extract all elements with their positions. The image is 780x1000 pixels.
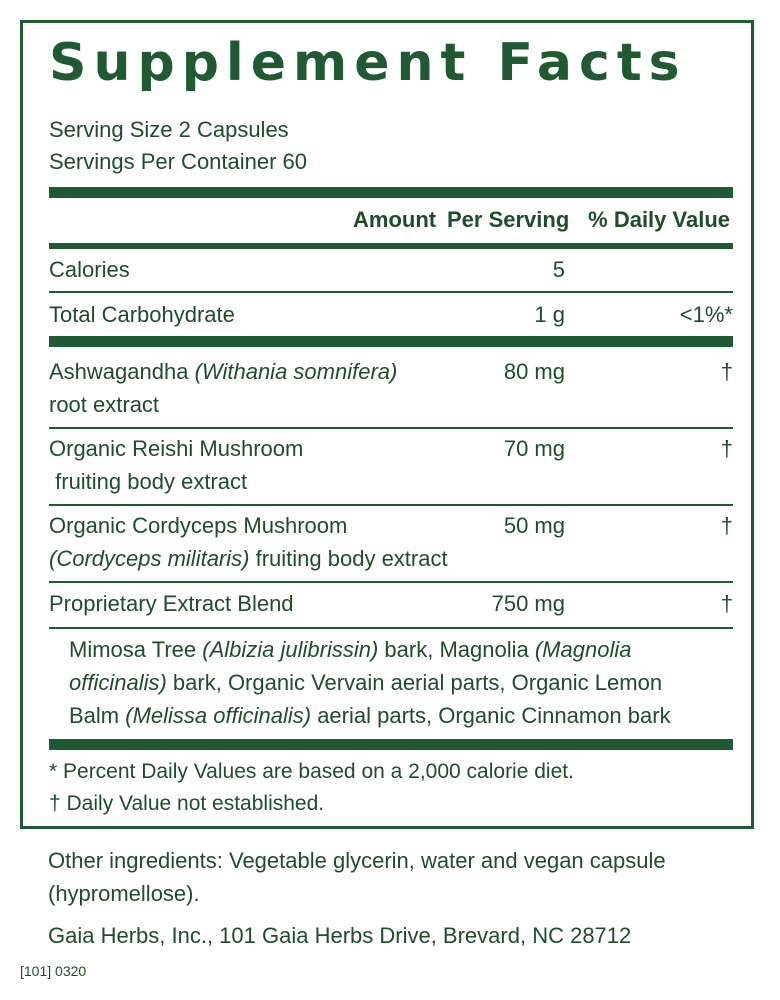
row-divider bbox=[49, 427, 733, 429]
ingredient-dv: † bbox=[720, 359, 733, 384]
row-divider bbox=[49, 581, 733, 583]
other-ingredients: Other ingredients: Vegetable glycerin, water and vegan capsule (hypromellose). bbox=[48, 848, 666, 906]
header-amount: Amount bbox=[353, 207, 437, 232]
thick-divider-bottom bbox=[49, 739, 733, 750]
footnote-dagger: † Daily Value not established. bbox=[49, 792, 325, 815]
ingredient-amount: 70 mg bbox=[503, 436, 565, 461]
manufacturer-address: Gaia Herbs, Inc., 101 Gaia Herbs Drive, Brevard, NC 28712 bbox=[48, 923, 632, 948]
blend-components: Mimosa Tree (Albizia julibrissin) bark, Magnolia (Magnolia officinalis) bark, Organic Vervain aerial parts, Organic Lemon Balm (Melissa officinalis) aerial parts, Organic Cinnamon bark bbox=[69, 637, 671, 728]
panel-title: Supplement Facts bbox=[49, 33, 687, 93]
ingredient-dv: † bbox=[720, 591, 733, 616]
header-divider bbox=[49, 243, 733, 249]
thick-divider-top bbox=[49, 187, 733, 198]
ingredient-dv: † bbox=[720, 513, 733, 538]
nutrient-name: Total Carbohydrate bbox=[49, 302, 235, 327]
row-divider bbox=[49, 504, 733, 506]
servings-per-container: Servings Per Container 60 bbox=[49, 149, 308, 174]
header-daily-value: % Daily Value bbox=[588, 207, 730, 232]
ingredient-name: Organic Reishi Mushroom fruiting body extract bbox=[49, 436, 304, 494]
ingredient-dv: † bbox=[720, 436, 733, 461]
ingredient-amount: 80 mg bbox=[503, 359, 565, 384]
serving-size: Serving Size 2 Capsules bbox=[49, 117, 289, 142]
row-divider bbox=[49, 627, 733, 629]
nutrient-name: Calories bbox=[49, 257, 130, 282]
supplement-facts-panel bbox=[20, 20, 754, 829]
lot-code: [101] 0320 bbox=[20, 963, 87, 979]
thick-divider-mid bbox=[49, 336, 733, 347]
header-per-serving: Per Serving bbox=[447, 207, 570, 232]
ingredient-name: Organic Cordyceps Mushroom (Cordyceps militaris) fruiting body extract bbox=[49, 513, 448, 571]
row-divider bbox=[49, 291, 733, 293]
footnote-daily-values: * Percent Daily Values are based on a 2,000 calorie diet. bbox=[49, 760, 574, 783]
nutrient-amount: 5 bbox=[552, 257, 565, 282]
ingredient-amount: 750 mg bbox=[491, 591, 565, 616]
ingredient-name: Ashwagandha (Withania somnifera) root extract bbox=[49, 359, 398, 417]
ingredient-name: Proprietary Extract Blend bbox=[49, 591, 294, 616]
nutrient-amount: 1 g bbox=[534, 302, 565, 327]
nutrient-dv: <1%* bbox=[679, 302, 733, 327]
ingredient-amount: 50 mg bbox=[503, 513, 565, 538]
